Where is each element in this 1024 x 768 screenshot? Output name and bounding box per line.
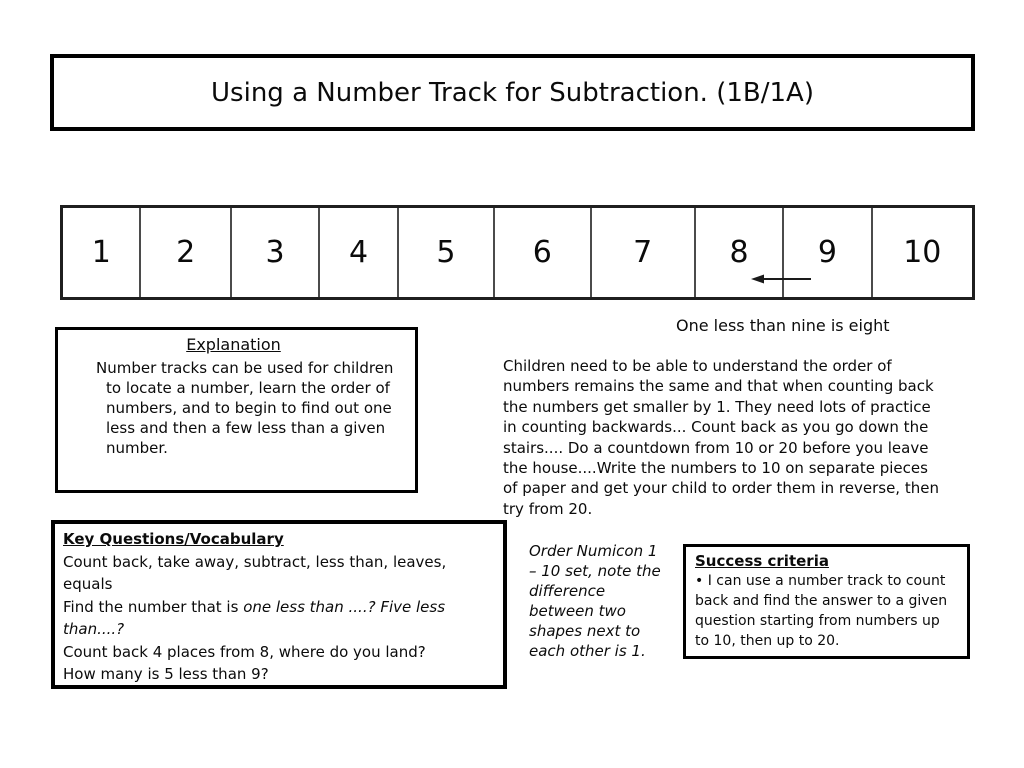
counting-back-paragraph: Children need to be able to understand the order of numbers remains the same and that when counting back the numbers get smaller by 1. They need lots of practice in counting backwards... Count back as you go down the stairs.... Do a countdown from 10 or 20 before you leave the house....Write the numbers to 10 on separate pieces of paper and get your child to order them in reverse, then try from 20. [503, 357, 939, 518]
track-cell-5: 5 [399, 208, 495, 297]
bullet-glyph: • [695, 573, 704, 589]
track-cell-4: 4 [320, 208, 398, 297]
track-cell-2: 2 [141, 208, 231, 297]
slide-title: Using a Number Track for Subtraction. (1B/1A) [211, 77, 814, 108]
key-questions-find-line [63, 596, 495, 641]
key-questions-box [51, 520, 507, 689]
track-cell-7: 7 [592, 208, 696, 297]
title-box [50, 54, 975, 131]
key-questions-how-many: How many is 5 less than 9? [63, 665, 269, 683]
track-cell-1: 1 [63, 208, 141, 297]
key-questions-count-back: Count back 4 places from 8, where do you land? [63, 642, 426, 661]
find-question-italic: one less than ....? Five less than....? [63, 597, 446, 638]
track-cell-9: 9 [784, 208, 872, 297]
track-cell-10: 10 [903, 235, 942, 270]
success-criteria-text [695, 571, 958, 651]
success-criteria-box [683, 544, 970, 659]
explanation-box [55, 327, 418, 493]
numicon-note: Order Numicon 1 – 10 set, note the difference between two shapes next to each other is 1. [529, 542, 661, 660]
success-criteria-statement: I can use a number track to count back and find the answer to a given question starting from numbers up to 10, then up to 20. [695, 573, 948, 649]
track-cell-6: 6 [495, 208, 591, 297]
track-cell-8: 8 [696, 208, 784, 297]
track-cell-3: 3 [232, 208, 320, 297]
count-back-arrow-icon [750, 272, 812, 286]
success-criteria-heading: Success criteria [695, 552, 829, 570]
key-questions-vocabulary: Count back, take away, subtract, less than, leaves, equals [63, 552, 447, 593]
number-track [60, 205, 975, 300]
key-questions-heading: Key Questions/Vocabulary [63, 530, 284, 548]
explanation-heading: Explanation [186, 335, 281, 354]
explanation-body: Number tracks can be used for children to locate a number, learn the order of numbers, and to begin to find out one less and then a few less than a given number. [96, 359, 394, 457]
find-question-prefix: Find the number that is [63, 597, 244, 616]
track-caption: One less than nine is eight [676, 316, 890, 335]
